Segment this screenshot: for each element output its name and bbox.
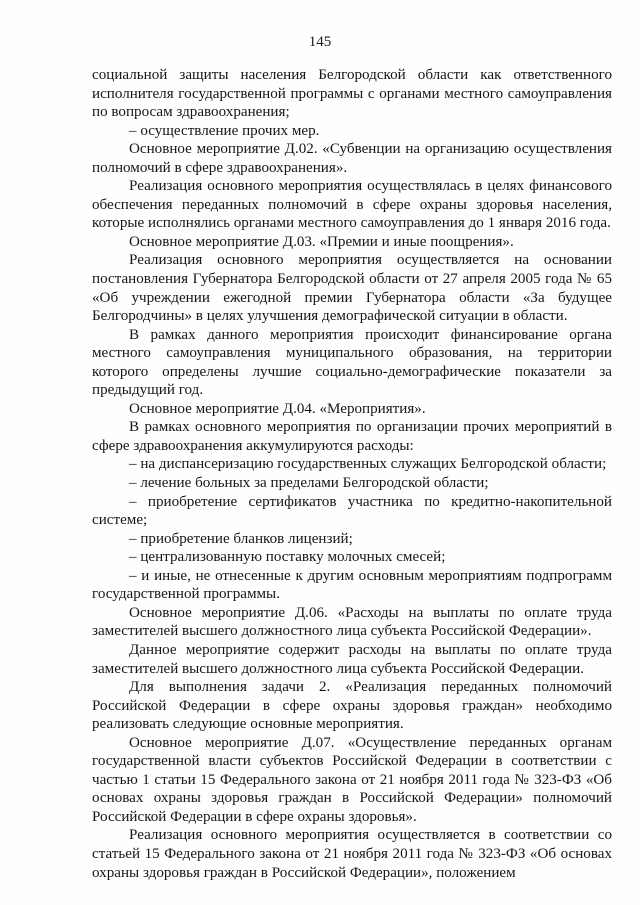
paragraph: Реализация основного мероприятия осуществляется на основании постановления Губернатора Белгородской области от 27 апреля 2005 года № 65 «Об учреждении ежегодной премии Губернатора области «За будущее Белгородчины» в целях улучшения демографической ситуации в области. <box>92 252 612 325</box>
paragraph: В рамках данного мероприятия происходит финансирование органа местного самоуправления муниципального образования, на территории которого определены лучшие социально-демографические показатели за предыдущий год. <box>92 326 612 399</box>
paragraph: Реализация основного мероприятия осуществляется в соответствии со статьей 15 Федерального закона от 21 ноября 2011 года № 323-ФЗ «Об основах охраны здоровья граждан в Российской Федерации», положением <box>92 827 612 881</box>
paragraph: Основное мероприятие Д.06. «Расходы на выплаты по оплате труда заместителей высшего должностного лица субъекта Российской Федерации». <box>92 604 612 640</box>
paragraph: Основное мероприятие Д.07. «Осуществление переданных органам государственной власти субъектов Российской Федерации в соответствии с частью 1 статьи 15 Федерального закона от 21 ноября 2011 года № 323-ФЗ «Об основах охраны здоровья граждан в Российской Федерации» полномочий Российской Федерации в сфере охраны здоровья». <box>92 734 612 825</box>
paragraph: – лечение больных за пределами Белгородской области; <box>129 475 489 492</box>
paragraph: – централизованную поставку молочных смесей; <box>129 549 446 566</box>
document-body <box>92 66 612 882</box>
paragraph: Реализация основного мероприятия осуществлялась в целях финансового обеспечения переданных полномочий в сфере охраны здоровья населения, которые исполнялись органами местного самоуправления до 1 января 2016 года. <box>92 178 612 232</box>
paragraph: Основное мероприятие Д.04. «Мероприятия». <box>129 400 426 417</box>
paragraph: В рамках основного мероприятия по организации прочих мероприятий в сфере здравоохранения аккумулируются расходы: <box>92 419 612 454</box>
paragraph: – осуществление прочих мер. <box>129 122 320 139</box>
paragraph: социальной защиты населения Белгородской области как ответственного исполнителя государственной программы с органами местного самоуправления по вопросам здравоохранения; <box>92 67 612 121</box>
paragraph: – на диспансеризацию государственных служащих Белгородской области; <box>129 456 607 473</box>
paragraph: Основное мероприятие Д.02. «Субвенции на организацию осуществления полномочий в сфере здравоохранения». <box>92 141 612 176</box>
page-number: 145 <box>308 34 332 50</box>
paragraph: – приобретение бланков лицензий; <box>129 530 353 547</box>
paragraph: – приобретение сертификатов участника по кредитно-накопительной системе; <box>92 493 612 529</box>
paragraph: Для выполнения задачи 2. «Реализация переданных полномочий Российской Федерации в сфере охраны здоровья граждан» необходимо реализовать следующие основные мероприятия. <box>92 679 612 733</box>
paragraph: Данное мероприятие содержит расходы на выплаты по оплате труда заместителей высшего должностного лица субъекта Российской Федерации. <box>92 641 612 677</box>
paragraph: Основное мероприятие Д.03. «Премии и иные поощрения». <box>129 233 514 250</box>
paragraph: – и иные, не отнесенные к другим основным мероприятиям подпрограмм государственной программы. <box>92 567 612 603</box>
